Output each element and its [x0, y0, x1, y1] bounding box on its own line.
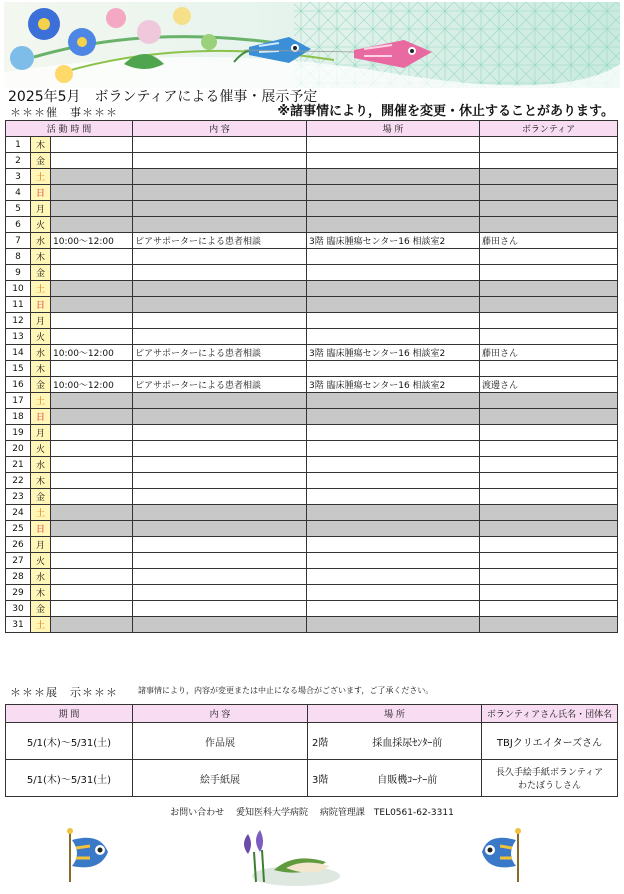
table-row — [6, 233, 618, 249]
day-cell: 23 — [6, 489, 31, 505]
volunteer-line: わたぼうしさん — [517, 781, 581, 791]
day-cell: 3 — [6, 169, 31, 185]
weekday-cell: 月 — [31, 313, 51, 329]
time-cell — [51, 201, 133, 217]
day-cell: 8 — [6, 249, 31, 265]
time-cell — [51, 553, 133, 569]
table-row — [6, 521, 618, 537]
volunteer-cell: 藤田さん — [480, 233, 618, 249]
time-cell — [51, 169, 133, 185]
place-cell — [307, 393, 480, 409]
table-row — [6, 153, 618, 169]
content-cell — [133, 553, 307, 569]
day-cell: 19 — [6, 425, 31, 441]
content-cell — [133, 137, 307, 153]
time-cell — [51, 505, 133, 521]
volunteer-cell — [480, 313, 618, 329]
content-cell — [133, 201, 307, 217]
place-cell — [307, 617, 480, 633]
events-heading: ＊＊＊催 事＊＊＊ — [10, 106, 118, 119]
time-cell — [51, 297, 133, 313]
place-cell — [307, 201, 480, 217]
day-cell: 5 — [6, 201, 31, 217]
weekday-cell: 金 — [31, 265, 51, 281]
content-cell — [133, 601, 307, 617]
exhibits-note: 諸事情により，内容が変更または中止になる場合がございます，ご了承ください。 — [138, 686, 434, 695]
flowers-banner-illustration — [4, 2, 620, 88]
content-cell — [133, 361, 307, 377]
period-cell: 5/1(木)～5/31(土) — [6, 723, 133, 760]
content-cell — [133, 393, 307, 409]
weekday-cell: 土 — [31, 169, 51, 185]
weekday-cell: 日 — [31, 185, 51, 201]
place-cell — [307, 313, 480, 329]
time-cell — [51, 601, 133, 617]
content-cell — [133, 585, 307, 601]
place-cell — [307, 217, 480, 233]
table-row — [6, 329, 618, 345]
volunteer-cell — [480, 409, 618, 425]
table-row — [6, 537, 618, 553]
place-cell — [307, 425, 480, 441]
content-cell — [133, 185, 307, 201]
volunteer-cell — [480, 297, 618, 313]
place-cell — [307, 249, 480, 265]
time-cell — [51, 393, 133, 409]
table-row — [6, 377, 618, 393]
time-cell — [51, 537, 133, 553]
weekday-cell: 土 — [31, 617, 51, 633]
place-cell — [307, 537, 480, 553]
day-cell: 22 — [6, 473, 31, 489]
volunteer-cell — [482, 760, 618, 797]
place-cell — [307, 489, 480, 505]
floor-cell: 2階 — [308, 723, 334, 760]
table-row — [6, 217, 618, 233]
exhibits-table — [5, 704, 618, 797]
content-cell — [133, 617, 307, 633]
day-cell: 24 — [6, 505, 31, 521]
time-cell — [51, 585, 133, 601]
content-cell — [133, 409, 307, 425]
volunteer-cell — [480, 185, 618, 201]
time-cell — [51, 329, 133, 345]
volunteer-cell — [480, 137, 618, 153]
place-cell — [307, 441, 480, 457]
content-cell: ピアサポーターによる患者相談 — [133, 233, 307, 249]
place-cell — [307, 265, 480, 281]
content-cell — [133, 473, 307, 489]
place-cell — [307, 505, 480, 521]
col-header-volunteer: ボランティアさん氏名・団体名 — [482, 705, 618, 723]
table-row — [6, 760, 618, 797]
col-header-content: 内 容 — [133, 121, 307, 137]
day-cell: 16 — [6, 377, 31, 393]
time-cell: 10:00～12:00 — [51, 233, 133, 249]
volunteer-cell — [480, 521, 618, 537]
day-cell: 20 — [6, 441, 31, 457]
content-cell — [133, 457, 307, 473]
weekday-cell: 土 — [31, 393, 51, 409]
day-cell: 17 — [6, 393, 31, 409]
weekday-cell: 金 — [31, 601, 51, 617]
time-cell — [51, 457, 133, 473]
place-cell: 採血採尿ｾﾝﾀｰ前 — [334, 723, 482, 760]
day-cell: 27 — [6, 553, 31, 569]
place-cell — [307, 297, 480, 313]
day-cell: 15 — [6, 361, 31, 377]
table-row — [6, 441, 618, 457]
volunteer-cell — [480, 473, 618, 489]
content-cell — [133, 169, 307, 185]
content-cell — [133, 313, 307, 329]
content-cell: 絵手紙展 — [133, 760, 308, 797]
place-cell — [307, 281, 480, 297]
day-cell: 9 — [6, 265, 31, 281]
day-cell: 10 — [6, 281, 31, 297]
weekday-cell: 月 — [31, 537, 51, 553]
day-cell: 28 — [6, 569, 31, 585]
time-cell — [51, 617, 133, 633]
volunteer-cell — [480, 553, 618, 569]
content-cell — [133, 489, 307, 505]
content-cell — [133, 537, 307, 553]
place-cell: 3階 臨床腫瘍センター16 相談室2 — [307, 377, 480, 393]
table-row — [6, 473, 618, 489]
table-row — [6, 457, 618, 473]
events-header-row — [6, 121, 618, 137]
content-cell: ピアサポーターによる患者相談 — [133, 345, 307, 361]
day-cell: 6 — [6, 217, 31, 233]
place-cell — [307, 185, 480, 201]
table-row — [6, 313, 618, 329]
table-row — [6, 425, 618, 441]
day-cell: 4 — [6, 185, 31, 201]
volunteer-line: TBJクリエイターズさん — [496, 737, 603, 749]
content-cell — [133, 329, 307, 345]
day-cell: 29 — [6, 585, 31, 601]
events-table — [5, 120, 618, 633]
volunteer-cell — [480, 265, 618, 281]
volunteer-cell — [480, 569, 618, 585]
time-cell — [51, 441, 133, 457]
exhibits-header-row — [6, 705, 618, 723]
weekday-cell: 水 — [31, 233, 51, 249]
day-cell: 21 — [6, 457, 31, 473]
place-cell — [307, 169, 480, 185]
table-row — [6, 489, 618, 505]
col-header-volunteer: ボランティア — [480, 121, 618, 137]
content-cell — [133, 249, 307, 265]
time-cell — [51, 137, 133, 153]
time-cell — [51, 185, 133, 201]
table-row — [6, 297, 618, 313]
day-cell: 26 — [6, 537, 31, 553]
table-row — [6, 345, 618, 361]
time-cell — [51, 425, 133, 441]
time-cell — [51, 361, 133, 377]
time-cell — [51, 265, 133, 281]
table-row — [6, 617, 618, 633]
place-cell: 3階 臨床腫瘍センター16 相談室2 — [307, 345, 480, 361]
place-cell — [307, 585, 480, 601]
volunteer-cell — [482, 723, 618, 760]
volunteer-cell — [480, 537, 618, 553]
table-row — [6, 601, 618, 617]
volunteer-cell — [480, 457, 618, 473]
place-cell — [307, 521, 480, 537]
change-notice: ※諸事情により，開催を変更・休止することがあります。 — [277, 104, 614, 119]
table-row — [6, 505, 618, 521]
volunteer-cell — [480, 249, 618, 265]
place-cell — [307, 361, 480, 377]
place-cell: 3階 臨床腫瘍センター16 相談室2 — [307, 233, 480, 249]
content-cell — [133, 521, 307, 537]
volunteer-cell — [480, 585, 618, 601]
irises-kashiwamochi-icon — [234, 826, 344, 894]
place-cell — [307, 409, 480, 425]
table-row — [6, 723, 618, 760]
volunteer-cell — [480, 281, 618, 297]
content-cell — [133, 217, 307, 233]
content-cell: 作品展 — [133, 723, 308, 760]
content-cell — [133, 297, 307, 313]
weekday-cell: 木 — [31, 249, 51, 265]
volunteer-cell — [480, 617, 618, 633]
table-row — [6, 185, 618, 201]
volunteer-cell — [480, 201, 618, 217]
weekday-cell: 金 — [31, 153, 51, 169]
weekday-cell: 日 — [31, 409, 51, 425]
place-cell — [307, 553, 480, 569]
place-cell — [307, 153, 480, 169]
volunteer-cell — [480, 505, 618, 521]
place-cell — [307, 569, 480, 585]
table-row — [6, 249, 618, 265]
weekday-cell: 日 — [31, 297, 51, 313]
place-cell — [307, 137, 480, 153]
volunteer-cell — [480, 489, 618, 505]
time-cell — [51, 153, 133, 169]
volunteer-cell — [480, 425, 618, 441]
content-cell — [133, 569, 307, 585]
table-row — [6, 137, 618, 153]
content-cell — [133, 441, 307, 457]
content-cell — [133, 265, 307, 281]
day-cell: 13 — [6, 329, 31, 345]
weekday-cell: 金 — [31, 377, 51, 393]
time-cell: 10:00～12:00 — [51, 377, 133, 393]
volunteer-cell — [480, 153, 618, 169]
content-cell — [133, 425, 307, 441]
weekday-cell: 土 — [31, 281, 51, 297]
page-title: 2025年5月 ボランティアによる催事・展示予定 — [8, 89, 318, 105]
volunteer-cell — [480, 441, 618, 457]
col-header-content: 内 容 — [133, 705, 308, 723]
volunteer-cell — [480, 329, 618, 345]
day-cell: 31 — [6, 617, 31, 633]
weekday-cell: 月 — [31, 201, 51, 217]
weekday-cell: 金 — [31, 489, 51, 505]
koinobori-carp-icon-right — [478, 826, 530, 888]
time-cell — [51, 281, 133, 297]
volunteer-cell: 藤田さん — [480, 345, 618, 361]
place-cell — [307, 457, 480, 473]
koinobori-carp-icon — [60, 826, 112, 888]
weekday-cell: 土 — [31, 505, 51, 521]
weekday-cell: 水 — [31, 457, 51, 473]
day-cell: 14 — [6, 345, 31, 361]
weekday-cell: 木 — [31, 361, 51, 377]
col-header-time: 活 動 時 間 — [6, 121, 133, 137]
content-cell — [133, 153, 307, 169]
weekday-cell: 木 — [31, 585, 51, 601]
content-cell — [133, 505, 307, 521]
table-row — [6, 585, 618, 601]
table-row — [6, 265, 618, 281]
weekday-cell: 火 — [31, 217, 51, 233]
time-cell — [51, 409, 133, 425]
time-cell — [51, 313, 133, 329]
time-cell — [51, 521, 133, 537]
weekday-cell: 火 — [31, 329, 51, 345]
weekday-cell: 月 — [31, 425, 51, 441]
floor-cell: 3階 — [308, 760, 334, 797]
volunteer-cell: 渡邊さん — [480, 377, 618, 393]
time-cell — [51, 569, 133, 585]
weekday-cell: 水 — [31, 569, 51, 585]
day-cell: 30 — [6, 601, 31, 617]
time-cell — [51, 217, 133, 233]
table-row — [6, 281, 618, 297]
time-cell — [51, 473, 133, 489]
volunteer-line: 長久手絵手紙ボランティア — [495, 768, 604, 778]
day-cell: 11 — [6, 297, 31, 313]
place-cell — [307, 473, 480, 489]
weekday-cell: 木 — [31, 473, 51, 489]
col-header-place: 場 所 — [308, 705, 482, 723]
period-cell: 5/1(木)～5/31(土) — [6, 760, 133, 797]
weekday-cell: 木 — [31, 137, 51, 153]
table-row — [6, 409, 618, 425]
col-header-period: 期 間 — [6, 705, 133, 723]
time-cell — [51, 249, 133, 265]
time-cell — [51, 489, 133, 505]
place-cell: 自販機ｺｰﾅｰ前 — [334, 760, 482, 797]
day-cell: 2 — [6, 153, 31, 169]
weekday-cell: 火 — [31, 553, 51, 569]
day-cell: 18 — [6, 409, 31, 425]
weekday-cell: 日 — [31, 521, 51, 537]
content-cell: ピアサポーターによる患者相談 — [133, 377, 307, 393]
weekday-cell: 火 — [31, 441, 51, 457]
volunteer-cell — [480, 217, 618, 233]
weekday-cell: 水 — [31, 345, 51, 361]
day-cell: 7 — [6, 233, 31, 249]
day-cell: 1 — [6, 137, 31, 153]
table-row — [6, 553, 618, 569]
col-header-place: 場 所 — [307, 121, 480, 137]
volunteer-cell — [480, 601, 618, 617]
table-row — [6, 201, 618, 217]
day-cell: 12 — [6, 313, 31, 329]
exhibits-heading: ＊＊＊展 示＊＊＊ — [10, 686, 118, 699]
day-cell: 25 — [6, 521, 31, 537]
table-row — [6, 569, 618, 585]
table-row — [6, 361, 618, 377]
content-cell — [133, 281, 307, 297]
volunteer-cell — [480, 169, 618, 185]
contact-info: お問い合わせ 愛知医科大学病院 病院管理課 TEL0561-62-3311 — [170, 808, 454, 818]
table-row — [6, 393, 618, 409]
place-cell — [307, 601, 480, 617]
table-row — [6, 169, 618, 185]
place-cell — [307, 329, 480, 345]
volunteer-cell — [480, 361, 618, 377]
volunteer-cell — [480, 393, 618, 409]
time-cell: 10:00～12:00 — [51, 345, 133, 361]
